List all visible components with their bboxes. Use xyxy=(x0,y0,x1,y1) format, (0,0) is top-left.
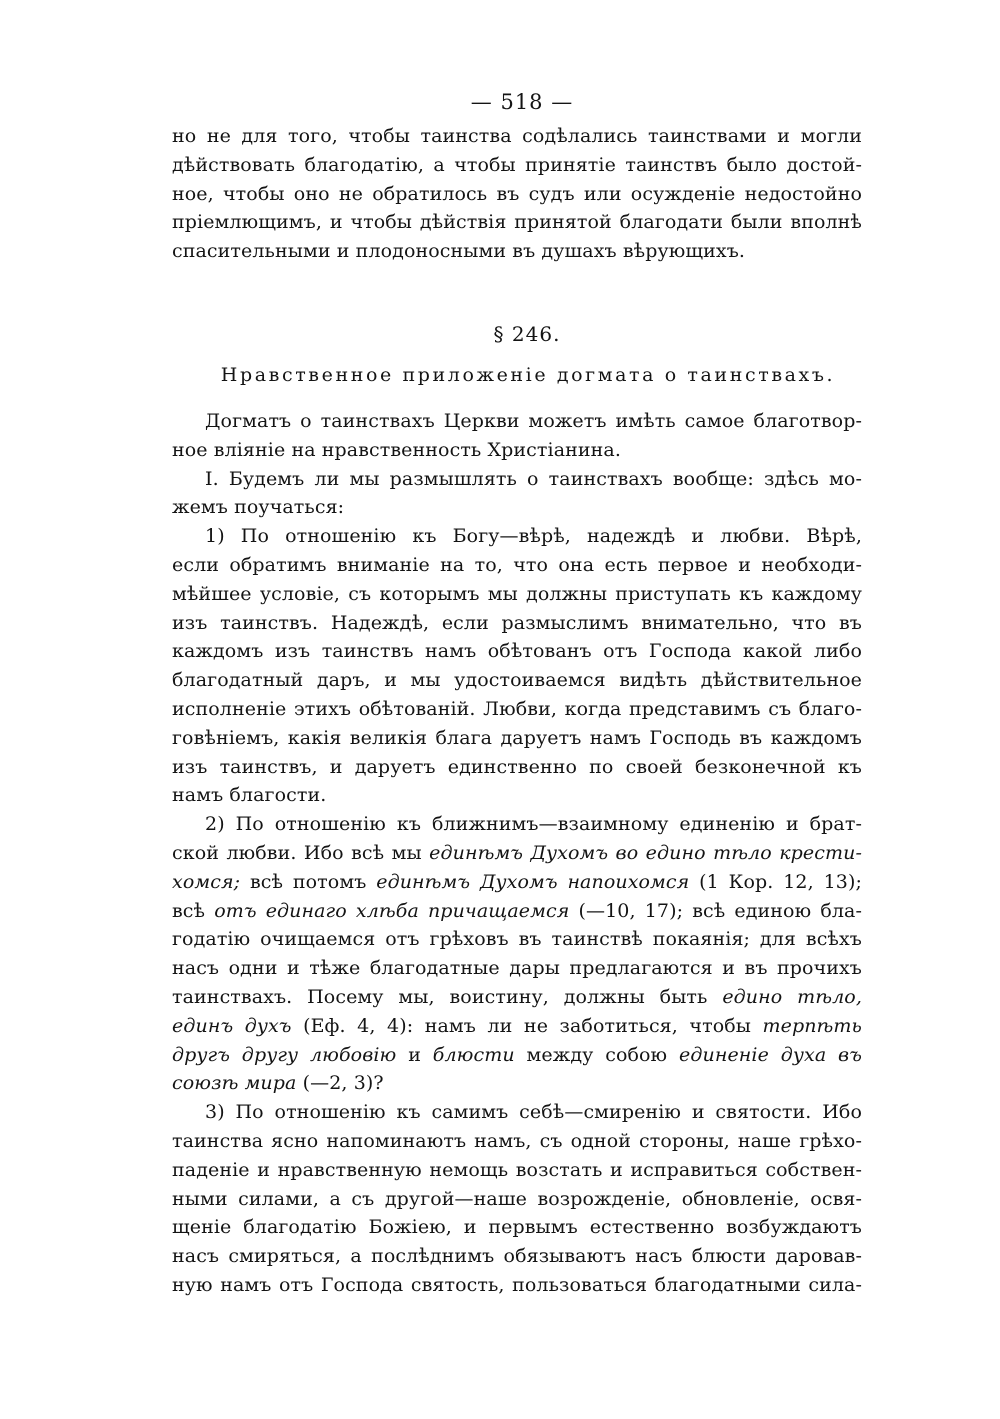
paragraph-dogmat xyxy=(172,407,862,465)
text-line: ное, чтобы оно не обратилось въ судъ или осужденіе недостойно xyxy=(172,182,862,205)
paragraph-1 xyxy=(172,522,862,810)
text-line: мѣйшее условіе, съ которымъ мы должны приступать къ каждому xyxy=(172,582,862,605)
text-line: I. Будемъ ли мы размышлять о таинствахъ вообще: здѣсь мо- xyxy=(205,467,862,490)
scripture-quote: единеніе духа въ xyxy=(679,1043,862,1066)
paragraph-one xyxy=(172,465,862,523)
book-page xyxy=(172,82,862,1300)
scripture-quote: едино тѣло, xyxy=(722,985,862,1008)
text-line: насъ смиряться, а послѣднимъ обязываютъ насъ блюсти даровав- xyxy=(172,1245,862,1268)
text-line: щеніе благодатію Божіею, и первымъ естественно возбуждаютъ xyxy=(172,1216,862,1239)
text-run: всѣ потомъ xyxy=(240,870,377,893)
text-line: говѣніемъ, какія великія блага даруетъ намъ Господь въ каждомъ xyxy=(172,726,862,749)
text-line: намъ благости. xyxy=(172,784,327,807)
paragraph-3 xyxy=(172,1098,862,1300)
text-line: ное вліяніе на нравственность Христіанина. xyxy=(172,438,621,461)
scripture-quote: единѣмъ Духомъ во едино тѣло крести- xyxy=(429,841,862,864)
scripture-quote: отъ единаго хлѣба причащаемся xyxy=(214,899,570,922)
scripture-reference: (1 Кор. 12, 13); xyxy=(689,870,862,893)
text-line: насъ одни и тѣже благодатные дары предлагаются и въ прочихъ xyxy=(172,957,862,980)
scripture-quote: другъ другу любовію xyxy=(172,1043,397,1066)
text-line: ную намъ отъ Господа святость, пользоваться благодатными сила- xyxy=(172,1273,862,1296)
text-line: изъ таинствъ. Надеждѣ, если размыслимъ внимательно, что въ xyxy=(172,611,862,634)
text-line: дѣйствовать благодатію, а чтобы принятіе таинствъ было достой- xyxy=(172,153,862,176)
scripture-quote: терпѣть xyxy=(762,1014,862,1037)
text-line: 1) По отношенію къ Богу—вѣрѣ, надеждѣ и любви. Вѣрѣ, xyxy=(205,525,862,548)
text-run: всѣ xyxy=(172,899,215,922)
scripture-quote: союзѣ мира xyxy=(172,1072,297,1095)
text-run: между собою xyxy=(514,1043,680,1066)
scripture-quote: единъ духъ xyxy=(172,1014,292,1037)
text-line: ными силами, а съ другой—наше возрожденіе, обновленіе, освя- xyxy=(172,1187,862,1210)
text-line: но не для того, чтобы таинства содѣлались таинствами и могли xyxy=(172,125,862,147)
text-line: 2) По отношенію къ ближнимъ—взаимному единенію и брат- xyxy=(205,813,862,836)
text-line: изъ таинствъ, и даруетъ единственно по своей безконечной къ xyxy=(172,755,862,778)
text-line xyxy=(172,983,862,1012)
text-line: жемъ поучаться: xyxy=(172,496,345,519)
text-line xyxy=(172,897,862,926)
paragraph-intro xyxy=(172,122,862,266)
scripture-reference: (Еф. 4, 4): намъ ли не заботиться, чтобы xyxy=(291,1014,763,1037)
scripture-quote: хомся; xyxy=(172,870,241,893)
text-line xyxy=(172,1012,862,1041)
scripture-reference: (—10, 17); всѣ единою бла- xyxy=(569,899,862,922)
text-run: и xyxy=(396,1043,433,1066)
section-number: § 246. xyxy=(493,321,561,346)
text-line xyxy=(172,839,862,868)
text-run: таинствахъ. Посему мы, воистину, должны быть xyxy=(172,985,723,1008)
text-line: благодатный даръ, и мы удостоиваемся видѣть дѣйствительное xyxy=(172,669,862,692)
text-run: ской любви. Ибо всѣ мы xyxy=(172,841,430,864)
page-number: — 518 — xyxy=(470,90,574,114)
text-line: пріемлющимъ, и чтобы дѣйствія принятой благодати были вполнѣ xyxy=(172,211,862,234)
text-line: таинства ясно напоминаютъ намъ, съ одной стороны, наше грѣхо- xyxy=(172,1129,862,1152)
scripture-quote: единѣмъ Духомъ напоихомся xyxy=(376,870,690,893)
text-line: Догматъ о таинствахъ Церкви можетъ имѣть самое благотвор- xyxy=(205,409,862,432)
text-line xyxy=(172,1041,862,1070)
text-line: годатію очищаемся отъ грѣховъ въ таинствѣ покаянія; для всѣхъ xyxy=(172,928,862,951)
text-line xyxy=(172,868,862,897)
text-line: паденіе и нравственную немощь возстать и исправиться собствен- xyxy=(172,1158,862,1181)
text-line: исполненіе этихъ обѣтованій. Любви, когда представимъ съ благо- xyxy=(172,697,862,720)
text-line: каждомъ изъ таинствъ намъ обѣтованъ отъ Господа какой либо xyxy=(172,640,862,663)
scripture-quote: блюсти xyxy=(432,1043,515,1066)
section-title: Нравственное приложеніе догмата о таинствахъ. xyxy=(220,363,836,386)
text-line xyxy=(172,1069,862,1098)
paragraph-2 xyxy=(172,810,862,1098)
text-line: 3) По отношенію къ самимъ себѣ—смиренію и святости. Ибо xyxy=(205,1101,862,1124)
scripture-reference: (—2, 3)? xyxy=(296,1072,384,1095)
text-line: спасительными и плодоносными въ душахъ вѣрующихъ. xyxy=(172,240,746,263)
text-line: если обратимъ вниманіе на то, что она есть первое и необходи- xyxy=(172,553,862,576)
